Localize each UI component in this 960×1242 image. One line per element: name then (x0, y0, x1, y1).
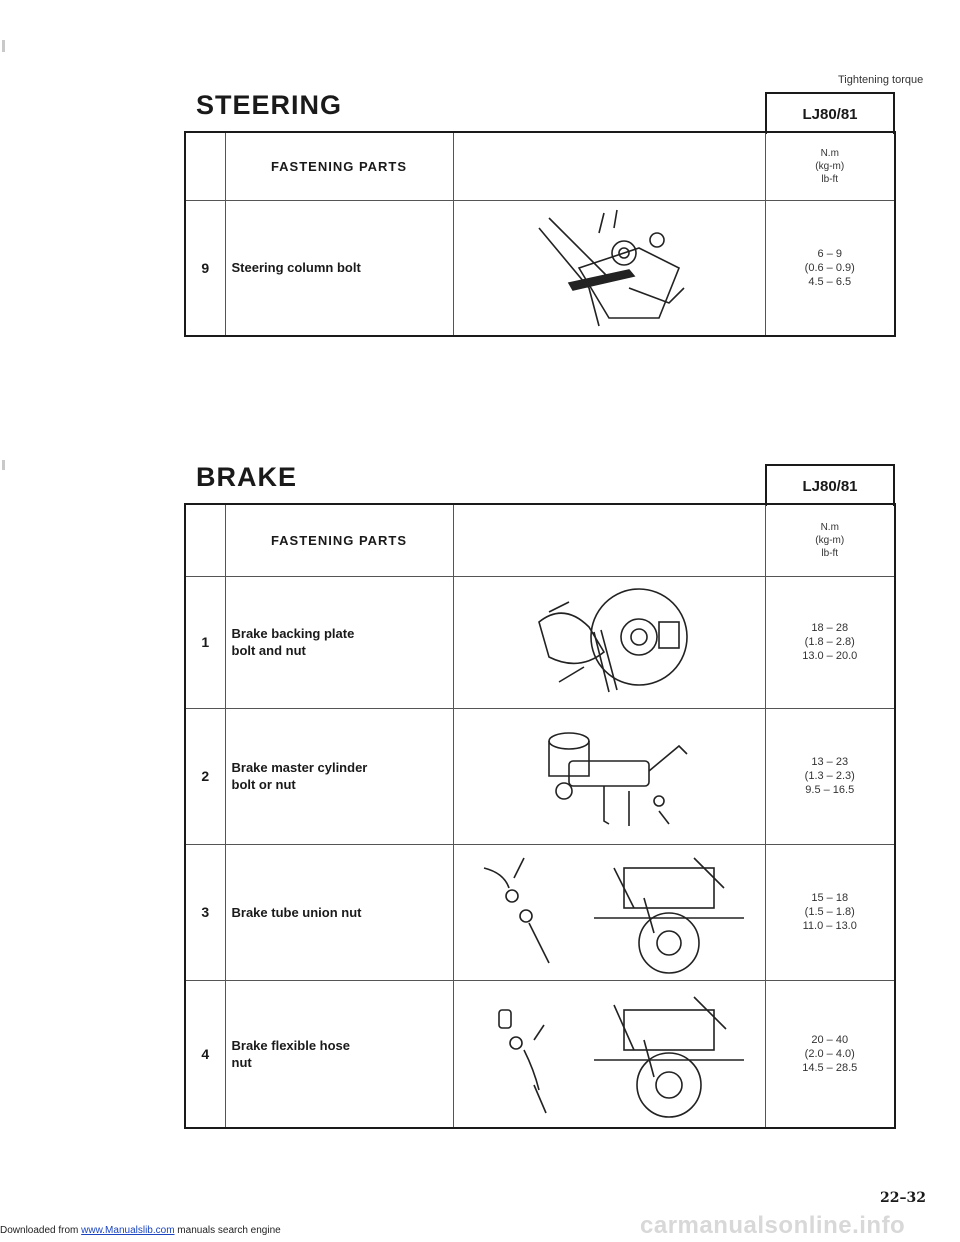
table-header-row (185, 504, 895, 576)
brake-backing-plate-icon (453, 576, 765, 708)
steering-model-label: LJ80/81 (802, 105, 858, 123)
row-number: 4 (185, 980, 225, 1128)
download-footer (0, 1225, 281, 1236)
fastening-parts-header: FASTENING PARTS (225, 132, 453, 200)
torque-nm: 18 – 28 (811, 622, 849, 634)
brake-table (184, 503, 896, 1129)
watermark: carmanualsonline.info (640, 1212, 906, 1239)
torque-value (765, 200, 895, 336)
page-number: 22–32 (880, 1190, 926, 1206)
steering-model-box (765, 92, 895, 134)
steering-table (184, 131, 896, 337)
manualslib-link[interactable]: www.Manualslib.com (81, 1225, 175, 1236)
brake-model-label: LJ80/81 (802, 477, 858, 495)
unit-nm: N.m (820, 521, 839, 533)
torque-kgm: (1.3 – 2.3) (804, 770, 855, 782)
table-row (185, 200, 895, 336)
steering-column-icon (453, 200, 765, 336)
unit-kgm: (kg-m) (815, 534, 845, 546)
unit-lbft: lb-ft (821, 173, 839, 185)
footer-prefix: Downloaded from (0, 1225, 82, 1236)
torque-kgm: (1.8 – 2.8) (804, 636, 855, 648)
fastening-parts-header: FASTENING PARTS (225, 504, 453, 576)
units-header (765, 504, 895, 576)
torque-kgm: (0.6 – 0.9) (804, 261, 855, 274)
master-cylinder-icon (453, 708, 765, 844)
unit-lbft: lb-ft (821, 547, 839, 559)
torque-value (765, 576, 895, 708)
table-row (185, 844, 895, 980)
torque-lbft: 4.5 – 6.5 (808, 275, 852, 288)
torque-value (765, 980, 895, 1128)
torque-value (765, 708, 895, 844)
torque-nm: 6 – 9 (817, 247, 842, 260)
header-num-cell (185, 132, 225, 200)
torque-lbft: 11.0 – 13.0 (802, 920, 857, 932)
row-number: 9 (185, 200, 225, 336)
scan-mark (2, 460, 5, 470)
brake-model-box (765, 464, 895, 506)
row-description (225, 980, 453, 1128)
footer-suffix: manuals search engine (174, 1225, 281, 1236)
row-number: 1 (185, 576, 225, 708)
torque-kgm: (2.0 – 4.0) (804, 1047, 855, 1060)
torque-nm: 15 – 18 (811, 892, 849, 904)
row-description (225, 708, 453, 844)
row-number: 3 (185, 844, 225, 980)
table-row (185, 576, 895, 708)
header-illus-cell (453, 504, 765, 576)
header-illus-cell (453, 132, 765, 200)
desc-line: Steering column bolt (231, 260, 361, 276)
scan-mark (2, 40, 5, 52)
desc-line: bolt and nut (231, 643, 306, 658)
brake-tube-icon (453, 844, 765, 980)
desc-line: Brake flexible hose (231, 1037, 350, 1053)
table-row (185, 708, 895, 844)
torque-lbft: 9.5 – 16.5 (805, 784, 855, 796)
table-header-row (185, 132, 895, 200)
torque-nm: 20 – 40 (811, 1033, 849, 1046)
brake-hose-icon (453, 980, 765, 1128)
unit-kgm: (kg-m) (815, 160, 845, 172)
row-description (225, 576, 453, 708)
desc-line: Brake tube union nut (231, 904, 362, 920)
desc-line: Brake master cylinder (231, 760, 368, 775)
units-header (765, 132, 895, 200)
header-num-cell (185, 504, 225, 576)
desc-line: nut (231, 1054, 252, 1070)
torque-lbft: 13.0 – 20.0 (802, 650, 858, 662)
torque-value (765, 844, 895, 980)
desc-line: bolt or nut (231, 777, 296, 792)
unit-nm: N.m (820, 147, 839, 159)
torque-nm: 13 – 23 (811, 756, 849, 768)
row-number: 2 (185, 708, 225, 844)
torque-lbft: 14.5 – 28.5 (802, 1061, 858, 1074)
row-description (225, 844, 453, 980)
desc-line: Brake backing plate (231, 626, 355, 641)
torque-caption: Tightening torque (838, 74, 924, 86)
brake-title: BRAKE (196, 462, 298, 492)
table-row (185, 980, 895, 1128)
row-description (225, 200, 453, 336)
steering-title: STEERING (196, 90, 343, 120)
torque-kgm: (1.5 – 1.8) (804, 906, 855, 918)
